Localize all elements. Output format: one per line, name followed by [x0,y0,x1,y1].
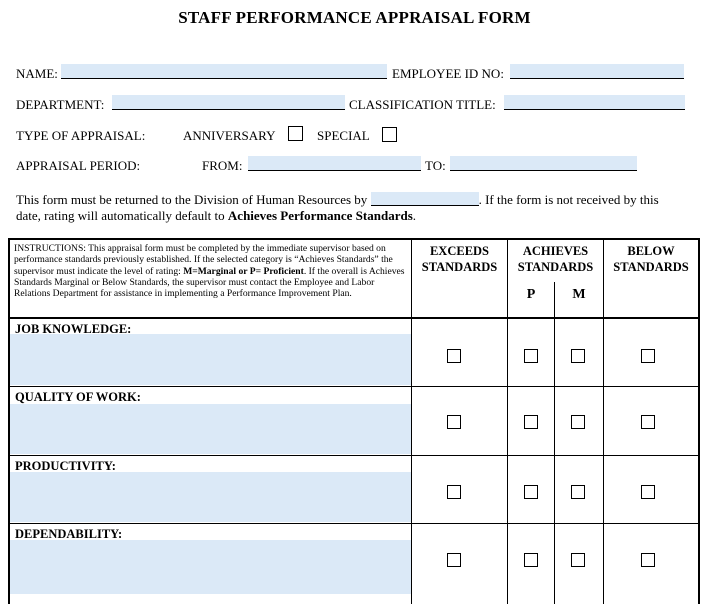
to-date-field[interactable] [450,156,637,171]
department-label: DEPARTMENT: [16,97,105,112]
row-divider [8,386,700,387]
return-notice [16,192,676,224]
name-field[interactable] [61,64,387,79]
p-m-divider [554,282,555,604]
employee-id-label: EMPLOYEE ID NO: [392,66,504,81]
dependability-below-checkbox[interactable] [641,553,655,567]
job-knowledge-label: JOB KNOWLEDGE: [15,322,132,336]
table-border-top [8,238,700,240]
job-knowledge-comment-field[interactable] [10,334,411,385]
dependability-proficient-checkbox[interactable] [524,553,538,567]
quality-of-work-marginal-checkbox[interactable] [571,415,585,429]
productivity-below-checkbox[interactable] [641,485,655,499]
job-knowledge-marginal-checkbox[interactable] [571,349,585,363]
job-knowledge-exceeds-checkbox[interactable] [447,349,461,363]
anniversary-label: ANNIVERSARY [183,128,276,143]
rating-table [8,238,700,604]
marginal-header: M [572,287,586,302]
department-field[interactable] [112,95,345,110]
productivity-label: PRODUCTIVITY: [15,459,116,473]
quality-of-work-proficient-checkbox[interactable] [524,415,538,429]
notice-text-middle: . If the form is not received by this date, rating will automatically default to [16,192,659,223]
table-border-left [8,238,10,604]
job-knowledge-below-checkbox[interactable] [641,349,655,363]
name-label: NAME: [16,66,58,81]
achieves-standards-header [508,243,603,275]
special-checkbox[interactable] [382,127,397,142]
special-label: SPECIAL [317,128,370,143]
productivity-exceeds-checkbox[interactable] [447,485,461,499]
exceeds-standards-header [412,243,507,275]
job-knowledge-proficient-checkbox[interactable] [524,349,538,363]
notice-text-start: This form must be returned to the Division of Human Resources by [16,192,368,207]
type-of-appraisal-label: TYPE OF APPRAISAL: [16,128,146,143]
dependability-marginal-checkbox[interactable] [571,553,585,567]
instructions-part-2: . If the overall is Achieves Standards Marginal or Below Standards, the supervisor must contact the Employee and Labor Relations Department for assistance in implementing a Performance Improvement Plan. [14,265,405,300]
dependability-exceeds-checkbox[interactable] [447,553,461,567]
achieves-header-line-1: ACHIEVES [522,244,589,258]
from-date-field[interactable] [248,156,421,171]
return-date-field[interactable] [371,192,479,206]
notice-default-rating: Achieves Performance Standards [227,208,413,223]
achieves-header-line-2: STANDARDS [517,260,594,274]
anniversary-checkbox[interactable] [288,126,303,141]
classification-title-label: CLASSIFICATION TITLE: [349,97,496,112]
quality-of-work-below-checkbox[interactable] [641,415,655,429]
proficient-header: P [526,287,536,302]
quality-of-work-comment-field[interactable] [10,404,411,454]
appraisal-period-label: APPRAISAL PERIOD: [16,158,141,173]
quality-of-work-exceeds-checkbox[interactable] [447,415,461,429]
exceeds-header-line-2: STANDARDS [421,260,498,274]
classification-title-field[interactable] [504,95,685,110]
to-label: TO: [425,158,446,173]
dependability-comment-field[interactable] [10,540,411,594]
column-divider [603,238,604,604]
quality-of-work-label: QUALITY OF WORK: [15,390,141,404]
productivity-proficient-checkbox[interactable] [524,485,538,499]
column-divider [411,238,412,604]
productivity-marginal-checkbox[interactable] [571,485,585,499]
instructions-text [14,243,406,299]
employee-id-field[interactable] [510,64,684,79]
from-label: FROM: [202,158,243,173]
header-divider [8,317,700,319]
table-border-right [698,238,700,604]
page-title: STAFF PERFORMANCE APPRAISAL FORM [178,8,531,27]
below-header-line-1: BELOW [627,244,675,258]
productivity-comment-field[interactable] [10,472,411,522]
instructions-rating-levels: M=Marginal or P= Proficient [183,265,304,277]
below-header-line-2: STANDARDS [613,260,689,274]
row-divider [8,455,700,456]
instructions-part-1: INSTRUCTIONS: This appraisal form must be completed by the immediate supervisor based on performance standards previously established. If the selected category is “Achieves Standards” the supervisor must indicate the level of rating: [14,243,393,277]
below-standards-header [604,243,698,275]
exceeds-header-line-1: EXCEEDS [429,244,490,258]
row-divider [8,523,700,524]
notice-text-end: . [412,208,417,223]
dependability-label: DEPENDABILITY: [15,527,123,541]
